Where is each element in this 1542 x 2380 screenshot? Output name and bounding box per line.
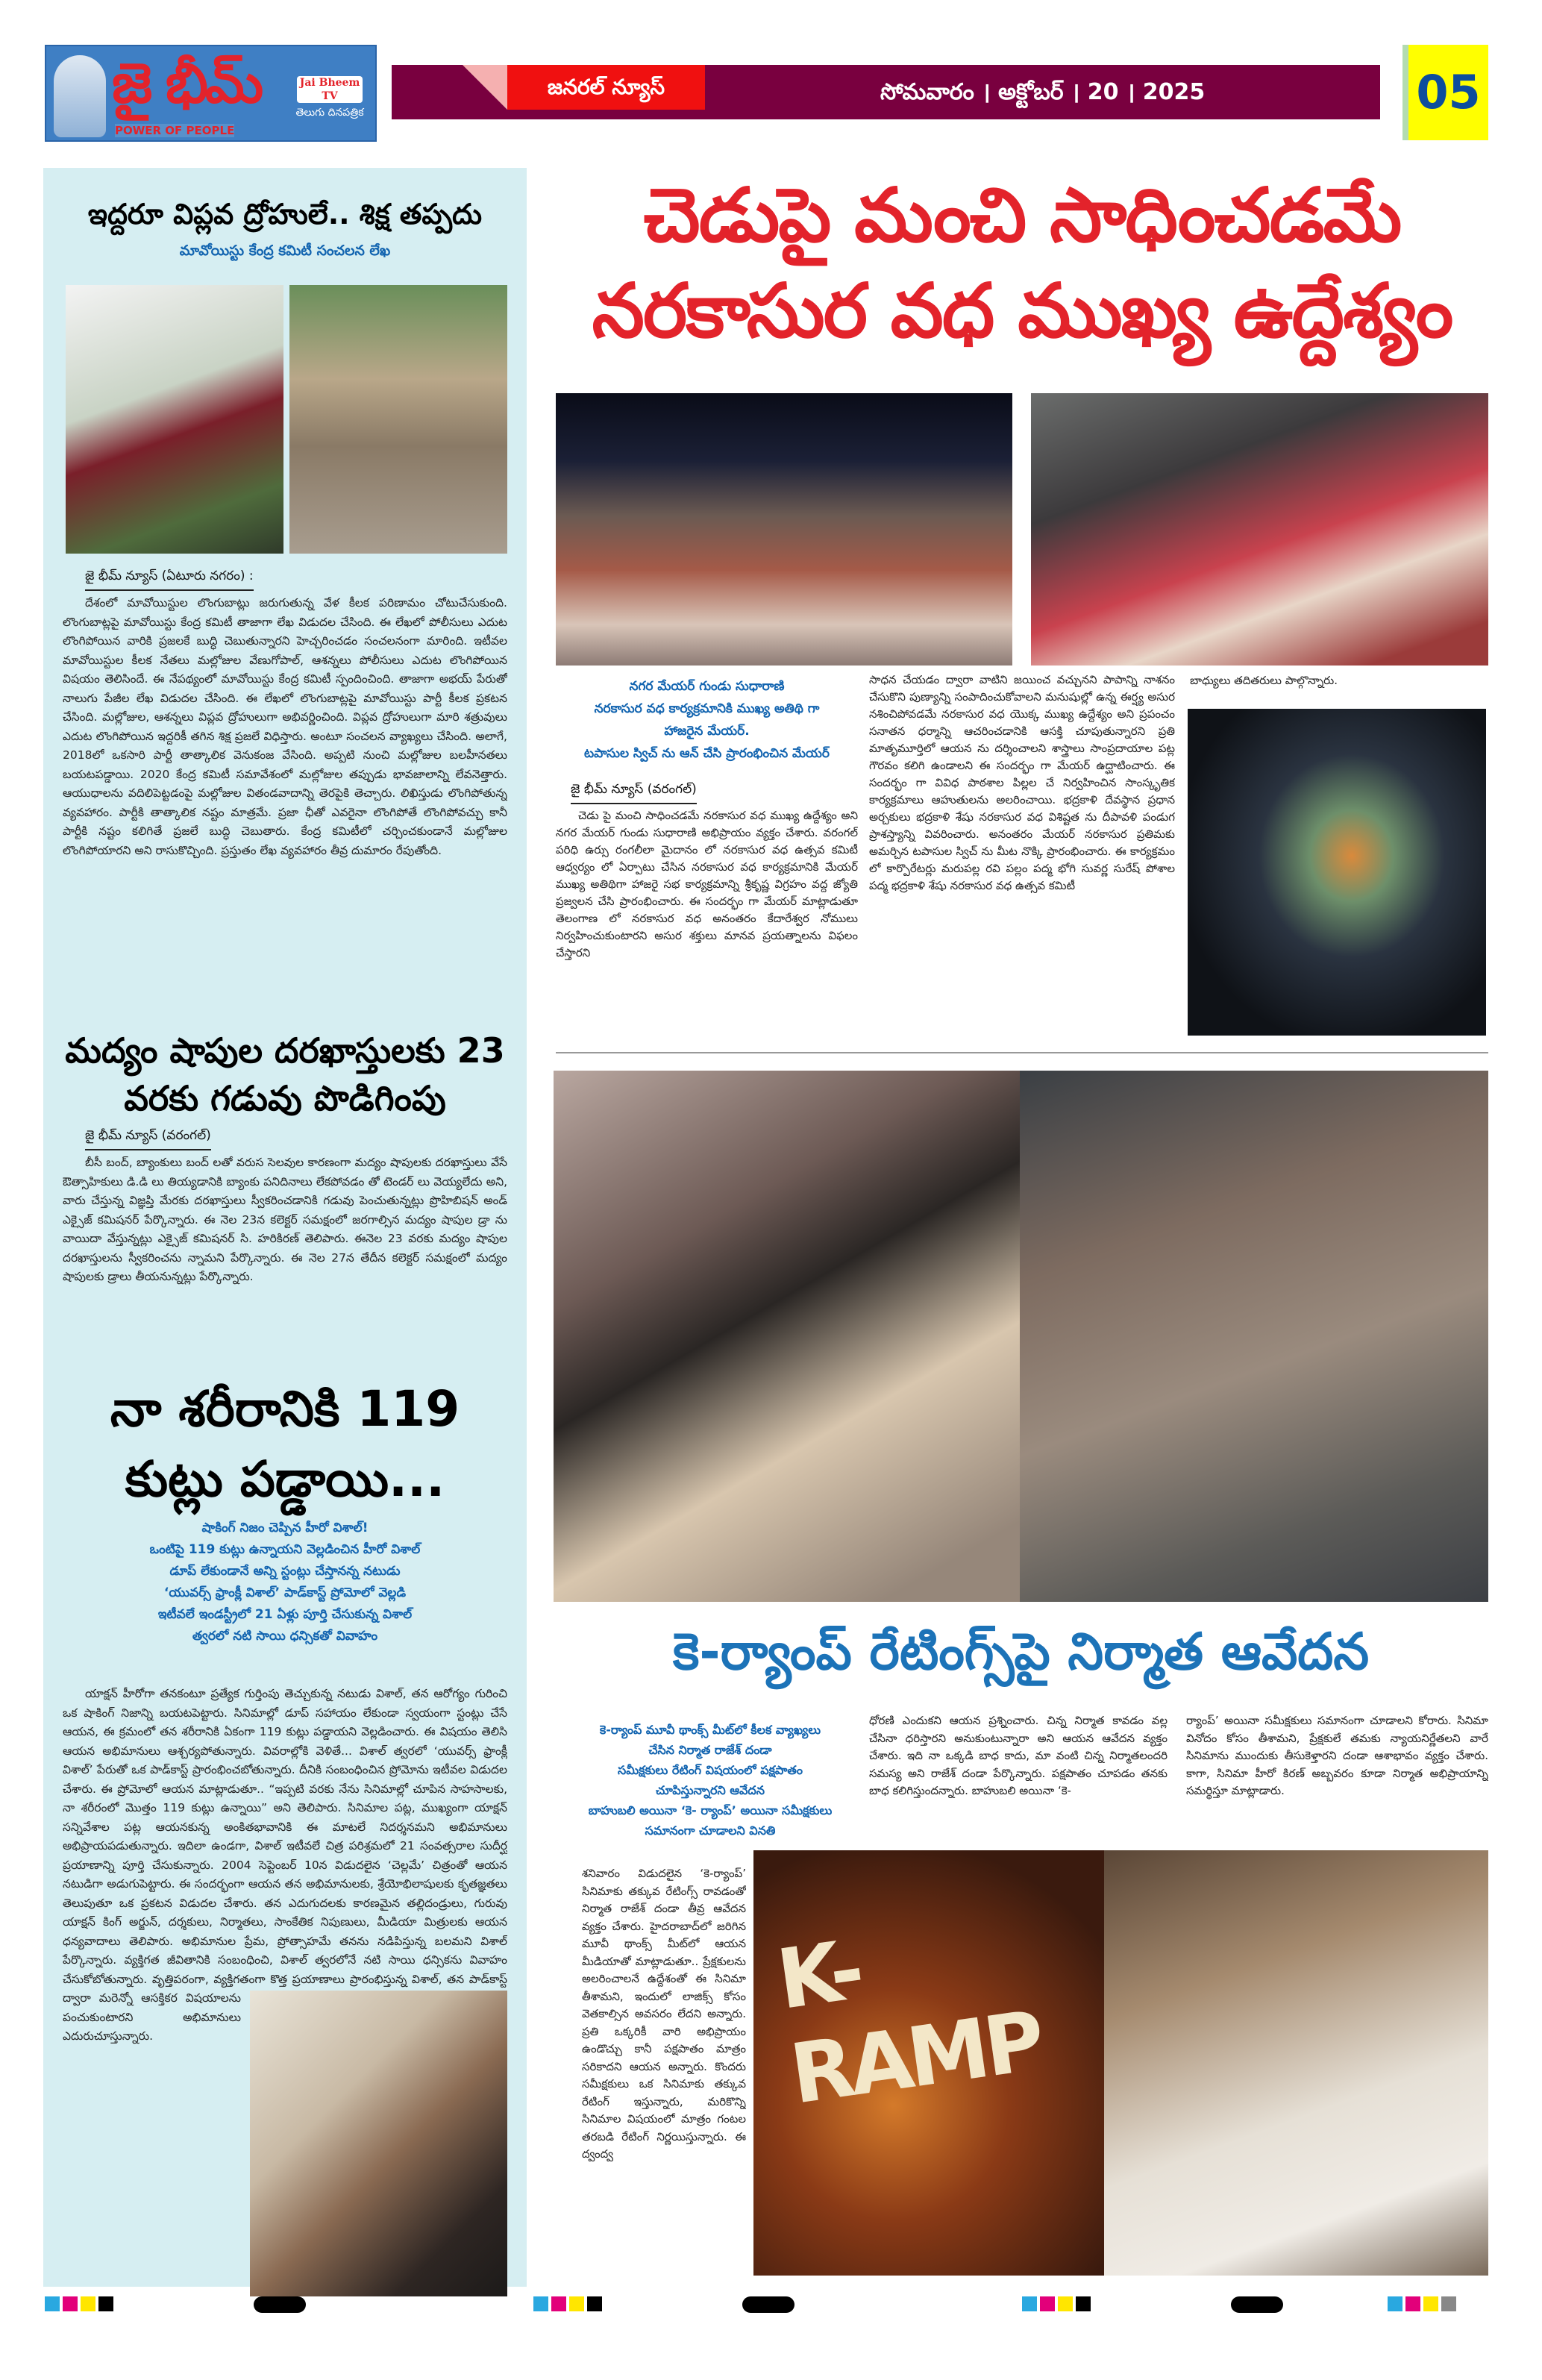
photo-narakasura-effigy	[1188, 709, 1486, 1036]
divider	[556, 1052, 1488, 1053]
kramp-sub: సమీక్షకులు రేటింగ్ విషయంలో పక్షపాతం	[618, 1763, 803, 1777]
vishal-sub: త్వరలో నటి సాయి ధన్సికతో వివాహం	[192, 1629, 378, 1644]
tv-logo-text: Jai Bheem TV	[297, 76, 363, 103]
logo-tagline: తెలుగు దినపత్రిక	[295, 107, 364, 119]
narakasura-sub: నగర మేయర్ గుండు సుధారాణి	[629, 679, 785, 694]
narakasura-body-part3: బాధ్యులు తదితరులు పాల్గొన్నారు.	[1190, 674, 1338, 687]
maoist-dateline: జై భీమ్ న్యూస్ (ఏటూరు నగరం) :	[85, 569, 254, 591]
kramp-sub: బాహుబలి అయినా ‘కె- ర్యాంప్’ అయినా సమీక్షకులు	[588, 1803, 833, 1817]
narakasura-headline	[556, 168, 1488, 359]
section-label: జనరల్ న్యూస్	[507, 65, 705, 110]
vishal-photo	[250, 1991, 507, 2296]
maoist-subheadline: మావోయిస్టు కేంద్ర కమిటీ సంచలన లేఖ	[179, 242, 391, 259]
kramp-subheadlines	[554, 1720, 867, 1841]
narakasura-body-part2: సాధన చేయడం ద్వారా వాటిని జయించ వచ్చునని పాపాన్ని నాశనం చేసుకొని పుణ్యాన్ని సంపాదించుకోవాలని మనుషుల్లో ఉన్న ఈర్ష్య అసుర నశించిపోవడమే నరకాసుర వధ యొక్క ముఖ్య ఉద్దేశ్యం అని ప్రపంచం సనాతన ధర్మాన్ని ఆచరించడానికి ఆసక్తి చూపుతున్నారని ప్రతి మాతృమూర్తిలో ఆయన ను దర్శించాలని శాస్త్రాలు సాంప్రదాయాల పట్ల గౌరవం కలిగి ఉండాలని ఈ సందర్భం గా మేయర్ ఉద్ఘాటించారు. ఈ సందర్భం గా వివిధ పాఠశాల పిల్లల చే నిర్వహించిన సాంస్కృతిక కార్యక్రమాలు ఆహుతులను అలరించాయి. భద్రకాళి దేవస్థాన ప్రధాన అర్చకులు భద్రకాళి శేషు నరకాసుర వధ విశిష్టత ను దీపావళి పండుగ ప్రాశస్త్యాన్ని వివరించారు. అనంతరం మేయర్ నరకాసుర ప్రతిమకు అమర్చిన టపాసుల స్విచ్ ను మీట నొక్కి ప్రారంభించారు. ఈ కార్యక్రమం లో కార్పొరేటర్లు మరుపల్ల రవి పల్లం పద్మ భోగి సువర్ణ సురేష్ పోశాల పద్మ భద్రకాళి శేషు నరకాసుర వధ ఉత్సవ కమిటీ	[869, 673, 1175, 892]
kramp-body-part2: ధోరణి ఎందుకని ఆయన ప్రశ్నించారు. చిన్న నిర్మాత కావడం వల్ల చేసినా ధరిస్తారని అనుకుంటున్నారా అని ఆయన ఆవేదన వ్యక్తం చేశారు. ఇది నా ఒక్కడి బాధ కాదు, మా వంటి చిన్న నిర్మాతలందరి సమస్య అని రాజేశ్ దండా పేర్కొన్నారు. పక్షపాతం చూపడం తనకు బాధ కలిగిస్తుందన్నారు. బాహుబలి అయినా ‘కె-	[869, 1714, 1168, 1797]
liquor-headline: మద్యం షాపుల దరఖాస్తులకు 23 వరకు గడువు పొడిగింపు	[65, 1030, 505, 1118]
vishal-headline-line2: కుట్లు పడ్డాయి...	[125, 1450, 445, 1508]
photo-kramp-movie	[554, 1071, 1488, 1602]
vishal-sub: ఇటీవలే ఇండస్ట్రీలో 21 ఏళ్లు పూర్తి చేసుకున్న విశాల్	[157, 1607, 413, 1622]
masthead-logo	[45, 45, 377, 142]
kramp-body-part1: శనివారం విడుదలైన ‘కె-ర్యాంప్’ సినిమాకు తక్కువ రేటింగ్స్ రావడంతో నిర్మాత రాజేశ్ దండా తీవ్ర ఆవేదన వ్యక్తం చేశారు. హైదరాబాద్‌లో జరిగిన మూవీ థాంక్స్ మీట్‌లో ఆయన మీడియాతో మాట్లాడుతూ.. ప్రేక్షకులను అలరించాలనే ఉద్దేశంతో ఈ సినిమా తీశామని, ఇందులో లాజిక్స్ కోసం వెతకాల్సిన అవసరం లేదని అన్నారు. ప్రతి ఒక్కరికీ వారి అభిప్రాయం ఉండొచ్చు కానీ పక్షపాతం మాత్రం సరికాదని ఆయన అన్నారు. కొందరు సమీక్షకులు ఒక సినిమాకు తక్కువ రేటింగ్ ఇస్తున్నారు, మరికొన్ని సినిమాల విషయంలో మాత్రం గంటల తరబడి రేటింగ్ నిర్ణయిస్తున్నారు. ఈ ద్వంద్వ	[582, 1867, 746, 2161]
narakasura-sub: హాజరైన మేయర్.	[664, 724, 750, 739]
vishal-sub: ఒంటిపై 119 కుట్లు ఉన్నాయని వెల్లడించిన హీరో విశాల్	[149, 1542, 421, 1557]
print-color-marks	[1388, 2296, 1456, 2313]
photo-movie-still	[554, 1071, 1020, 1602]
narakasura-sub: నరకాసుర వధ కార్యక్రమానికి ముఖ్య అతిథి గా	[594, 701, 820, 716]
kramp-headline: కె-ర్యాంప్ రేటింగ్స్‌పై నిర్మాత ఆవేదన	[672, 1623, 1370, 1682]
vishal-body-wrap	[63, 1685, 507, 2326]
kramp-body-part3: ర్యాంప్’ అయినా సమీక్షకులు సమానంగా చూడాలని కోరారు. సినిమా వినోదం కోసం తీశామని, ప్రేక్షకులే తమకు న్యాయనిర్ణేతలని వారే సినిమాను ముందుకు తీసుకెళ్తారని దండా ఆశాభావం వ్యక్తం చేశారు. కాగా, సినిమా హీరో కిరణ్ అబ్బవరం కూడా నిర్మాత అభిప్రాయాన్ని సమర్థిస్తూ మాట్లాడారు.	[1186, 1714, 1488, 1797]
vishal-subheadlines	[63, 1518, 507, 1647]
logo-slogan: POWER OF PEOPLE	[115, 124, 235, 137]
vishal-sub: ‘యువర్స్ ఫ్రాంక్లీ విశాల్’ పాడ్‌కాస్ట్ ప్రోమోలో వెల్లడి	[163, 1585, 407, 1600]
tv-logo	[292, 61, 367, 136]
kramp-sub: కె-ర్యాంప్ మూవీ థాంక్స్ మీట్‌లో కీలక వ్యాఖ్యలు	[599, 1723, 821, 1737]
ambedkar-portrait	[54, 55, 106, 137]
maoist-body: దేశంలో మావోయిస్టుల లొంగుబాట్లు జరుగుతున్న వేళ కీలక పరిణామం చోటుచేసుకుంది. లొంగుబాట్లపై మావోయిస్టు కేంద్ర కమిటీ తాజాగా లేఖ విడుదల చేసింది. ఈ లేఖలో పోలీసులు ఎదుట లొంగిపోయిన వారికి ప్రజలకే బుద్ధి చెబుతున్నారని హెచ్చరించడం సంచలనంగా మారింది. ఇటీవల మావోయిస్టుల కీలక నేతలు మల్లోజుల వేణుగోపాల్, ఆశన్నలు పోలీసులు ఎదుట లొంగిపోయిన విషయం తెలిసిందే. ఈ నేపథ్యంలో మావోయిస్టు కేంద్ర కమిటీ స్పందించింది. తాజాగా అభయ్ పేరుతో నాలుగు పేజీల లేఖ విడుదల చేసింది. ఈ లేఖలో లొంగుబాట్లపై మావోయిస్టు పార్టీ కీలక ప్రకటన చేసింది. మల్లోజుల, ఆశన్నలు విప్లవ ద్రోహులుగా అభివర్ణించింది. విప్లవ ద్రోహులుగా మారి శత్రువులు ఎదుట లొంగిపోయిన ఇద్దరికీ తగిన శిక్ష ప్రజలే విధిస్తారు. అంటూ సంచలన వ్యాఖ్యలు చేసింది. అలాగే, 2018లో ఒకసారి పార్టీ తాత్కాలిక వెనుకంజ వేసింది. అప్పటి నుంచి మల్లోజుల బలహీనతలు బయటపడ్డాయి. 2020 కేంద్ర కమిటీ సమావేశంలో మల్లోజుల తప్పుడు భావజాలాన్ని లేవనెత్తారు. ఆయుధాలను వదిలిపెట్టడంపై మల్లోజుల వితండవాదాన్ని తెరపైకి తెచ్చారు. లిఖిస్తుడు లొంగిపోతున్న వ్యవహారం. పార్టీకి తాత్కాలిక నష్టం మాత్రమే. ప్రజా ఛీతో ఎవరైనా లొంగిపోతే లొంగిపోవచ్చు కానీ పార్టీకి నష్టం కలిగితే ప్రజలే బుద్ధి చెబుతారు. కేంద్ర కమిటీలో చర్చించకుండానే మల్లోజుల లొంగిపోయారని అని రాసుకొచ్చింది. ప్రస్తుతం లేఖ వ్యవహారం తీవ్ర దుమారం రేపుతోంది.	[63, 596, 507, 857]
maoist-photos	[66, 285, 507, 554]
kramp-sub: చూపిస్తున్నారని ఆవేదన	[656, 1783, 765, 1797]
photo-leader-portrait	[289, 285, 507, 554]
narakasura-headline-line2: నరకాసుర వధ ముఖ్య ఉద్దేశ్యం	[592, 267, 1452, 354]
narakasura-subheadlines	[556, 675, 858, 765]
logo-title: జై భీమ్	[112, 51, 261, 116]
vishal-sub: షాకింగ్ నిజం చెప్పిన హీరో విశాల్!	[201, 1521, 369, 1535]
narakasura-dateline: జై భీమ్ న్యూస్ (వరంగల్)	[571, 782, 697, 804]
narakasura-body-part1: చెడు పై మంచి సాధించడమే నరకాసుర వధ ముఖ్య ఉద్దేశ్యం అని నగర మేయర్ గుండు సుధారాణి అభిప్రాయం వ్యక్తం చేశారు. వరంగల్ పరిధి ఉర్సు రంగలీలా మైదానం లో నరకాసుర వధ ఉత్సవ కమిటీ ఆధ్వర్యం లో ఏర్పాటు చేసిన నరకాసుర వధ కార్యక్రమానికి మేయర్ ముఖ్య అతిథిగా హాజరై సభ కార్యక్రమాన్ని శ్రీకృష్ణ విగ్రహం వద్ద జ్యోతి ప్రజ్వలన చేసి ప్రారంభించారు. ఈ సందర్భం గా మేయర్ మాట్లాడుతూ తెలంగాణ లో నరకాసుర వధ అనంతరం కేదారేశ్వర నోములు నిర్వహించుకుంటారని అసుర శక్తులు మానవ ప్రయత్నాలను విఫలం చేస్తారని	[556, 809, 858, 959]
print-color-marks	[45, 2296, 113, 2313]
narakasura-headline-line1: చెడుపై మంచి సాధించడమే	[643, 172, 1401, 259]
photo-crowd-event	[556, 393, 1012, 666]
photo-kramp-poster	[753, 1850, 1488, 2276]
narakasura-sub: టపాసుల స్విచ్ ను ఆన్ చేసి ప్రారంభించిన మేయర్	[584, 746, 830, 761]
page-number: 05	[1402, 45, 1488, 140]
issue-date: సోమవారం । అక్టోబర్ । 20 । 2025	[880, 79, 1206, 105]
liquor-body: బీసీ బంద్, బ్యాంకులు బంద్ లతో వరుస సెలవుల కారణంగా మద్యం షాపులకు దరఖాస్తులు వేసే ఔత్సాహికులు డి.డి లు తియ్యడానికి బ్యాంకు పనిదినాలు లేకపోవడం తో టెండర్ లు వెయ్యలేదు అని, వారు చేస్తున్న విజ్ఞప్తి మేరకు దరఖాస్తులు స్వీకరించడానికి గడువు పెంచుతున్నట్లు ప్రొహిబిషన్ అండ్ ఎక్సైజ్ కమిషనర్ పేర్కొన్నారు. ఈ నెల 23న కలెక్టర్ సమక్షంలో జరగాల్సిన మద్యం షాపుల డ్రా ను వాయిదా వేస్తున్నట్లు ఎక్సైజ్ కమిషనర్ సి. హరికిరణ్ తెలిపారు. ఈనెల 23 వరకు మద్యం షాపుల దరఖాస్తులను స్వీకరించను న్నామని పేర్కొన్నారు. ఈ నెల 27న తేదీన కలెక్టర్ సమక్షంలో మద్యం షాపులకు డ్రాలు తీయనున్నట్లు పేర్కొన్నారు.	[63, 1156, 507, 1283]
print-registration-mark	[1231, 2296, 1283, 2313]
photo-producer-speaking	[1020, 1071, 1488, 1602]
narakasura-col1	[556, 776, 858, 1037]
vishal-sub: డూప్ లేకుండానే అన్ని స్టంట్లు చేస్తానన్న నటుడు	[169, 1564, 401, 1579]
left-sidebar-column	[43, 168, 527, 2287]
vishal-headline-line1: నా శరీరానికి 119	[110, 1380, 460, 1438]
section-tab-decoration	[463, 65, 507, 110]
print-color-marks	[533, 2296, 602, 2313]
photo-mayor-guests	[1031, 393, 1488, 666]
print-registration-mark	[742, 2296, 794, 2313]
kramp-sub: సమానంగా చూడాలని వినతి	[645, 1823, 776, 1838]
kramp-poster	[753, 1850, 1104, 2276]
liquor-dateline: జై భీమ్ న్యూస్ (వరంగల్)	[85, 1128, 211, 1150]
maoist-headline: ఇద్దరూ విప్లవ ద్రోహులే.. శిక్ష తప్పదు	[87, 198, 483, 231]
vishal-body: యాక్షన్ హీరోగా తనకంటూ ప్రత్యేక గుర్తింపు తెచ్చుకున్న నటుడు విశాల్, తన ఆరోగ్యం గురించి ఒక షాకింగ్ నిజాన్ని బయటపెట్టారు. సినిమాల్లో డూప్ సహాయం లేకుండా స్వయంగా స్టంట్లు చేసే ఆయన, ఈ క్రమంలో తన శరీరానికి ఏకంగా 119 కుట్లు పడ్డాయని వెల్లడించారు. ఈ విషయం తెలిసి ఆయన అభిమానులు ఆశ్చర్యపోతున్నారు. వివరాల్లోకి వెళితే... విశాల్ త్వరలో ‘యువర్స్ ఫ్రాంక్లీ విశాల్’ పేరుతో ఒక పాడ్‌కాస్ట్ ప్రారంభించబోతున్నారు. దీనికి సంబంధించిన ప్రోమోను ఇటీవల విడుదల చేశారు. ఈ ప్రోమోలో ఆయన మాట్లాడుతూ.. “ఇప్పటి వరకు నేను సినిమాల్లో చూపిన సాహసాలకు, నా శరీరంలో మొత్తం 119 కుట్లు ఉన్నాయి” అని తెలిపారు. సినిమాల పట్ల, ముఖ్యంగా యాక్షన్ సన్నివేశాల పట్ల ఆయనకున్న అంకితభావానికి ఈ మాటలే నిదర్శనమని అభిమానులు అభిప్రాయపడుతున్నారు. ఇదిలా ఉండగా, విశాల్ ఇటీవలే చిత్ర పరిశ్రమలో 21 సంవత్సరాల సుదీర్ఘ ప్రయాణాన్ని పూర్తి చేసుకున్నారు. 2004 సెప్టెంబర్ 10న విడుదలైన ‘చెల్లమే’ చిత్రంతో ఆయన నటుడిగా అడుగుపెట్టారు. ఈ సందర్భంగా ఆయన తన అభిమానులకు, శ్రేయోభిలాషులకు కృతజ్ఞతలు తెలుపుతూ ఒక ప్రకటన విడుదల చేశారు. తన ఎదుగుదలకు కారణమైన తల్లిదండ్రులు, గురువు యాక్షన్ కింగ్ అర్జున్, దర్శకులు, నిర్మాతలు, సాంకేతిక నిపుణులు, మీడియా మిత్రులకు ఆయన ధన్యవాదాలు తెలిపారు. అభిమానుల ప్రేమ, ప్రోత్సాహమే తనను నడిపిస్తున్న బలమని విశాల్ పేర్కొన్నారు. వ్యక్తిగత జీవితానికి సంబంధించి, విశాల్ త్వరలోనే నటి సాయి ధన్సికను వివాహం చేసుకోబోతున్నారు. వృత్తిపరంగా, వ్యక్తిగతంగా కొత్త ప్రయాణాలు ప్రారంభిస్తున్న విశాల్, తన పాడ్‌కాస్ట్ ద్వారా మరెన్నో ఆసక్తికర విషయాలను పంచుకుంటారని అభిమానులు ఎదురుచూస్తున్నారు.	[63, 1687, 507, 2043]
vishal-article	[63, 1685, 507, 2341]
print-color-marks	[1022, 2296, 1091, 2313]
photo-ceremony	[66, 285, 283, 554]
print-registration-mark	[254, 2296, 306, 2313]
kramp-poster-title: K-RAMP	[771, 1921, 1047, 2123]
photo-hero-kiran	[1104, 1850, 1488, 2276]
kramp-sub: చేసిన నిర్మాత రాజేశ్ దండా	[648, 1743, 772, 1757]
